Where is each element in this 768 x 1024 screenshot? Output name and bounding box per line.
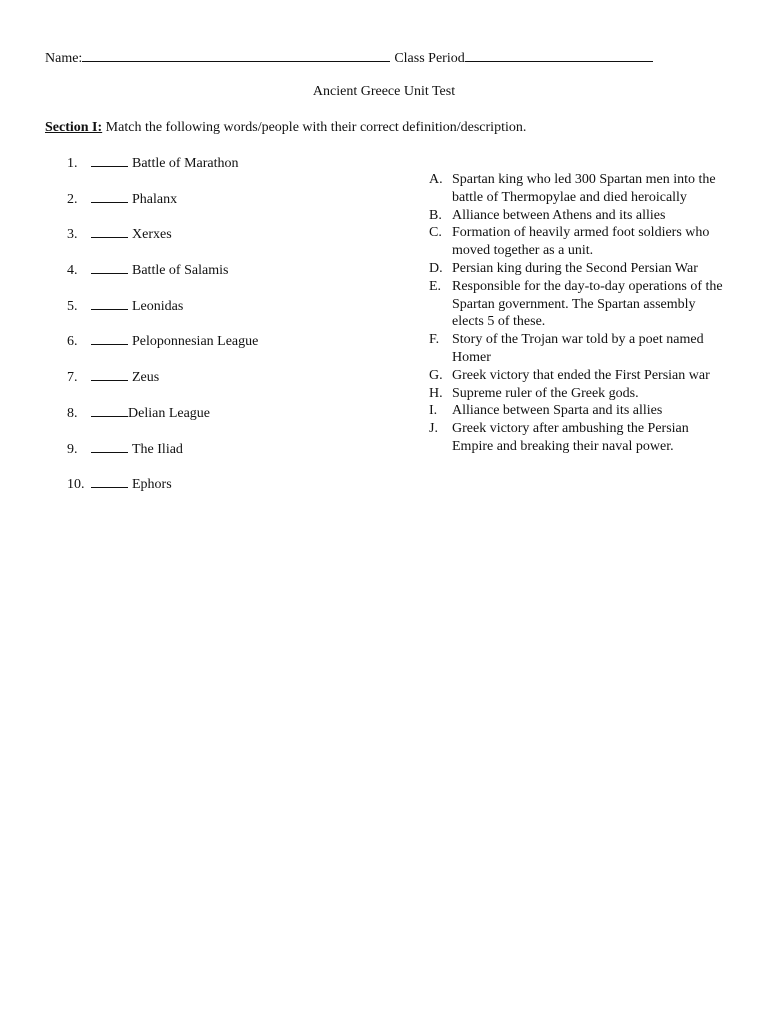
term-item bbox=[67, 331, 258, 367]
header-line bbox=[45, 47, 653, 68]
answer-blank[interactable] bbox=[91, 296, 128, 310]
term-item bbox=[67, 367, 258, 403]
definition-text: Alliance between Sparta and its allies bbox=[452, 403, 663, 419]
term-text: Delian League bbox=[128, 405, 211, 421]
class-period-blank[interactable] bbox=[465, 47, 653, 62]
definition-item bbox=[429, 260, 729, 278]
term-number: 8. bbox=[67, 405, 78, 421]
definition-letter: E. bbox=[429, 278, 442, 294]
answer-blank[interactable] bbox=[91, 403, 128, 417]
term-item bbox=[67, 189, 258, 225]
definition-text: Story of the Trojan war told by a poet named Homer bbox=[452, 332, 704, 365]
term-text: Peloponnesian League bbox=[132, 334, 259, 350]
term-text: The Iliad bbox=[132, 441, 183, 457]
term-number: 4. bbox=[67, 263, 78, 279]
term-text: Battle of Salamis bbox=[132, 263, 229, 279]
definition-text: Supreme ruler of the Greek gods. bbox=[452, 385, 639, 401]
answer-blank[interactable] bbox=[91, 439, 128, 453]
definition-letter: C. bbox=[429, 225, 442, 241]
definition-letter: H. bbox=[429, 385, 443, 401]
definition-item bbox=[429, 420, 729, 456]
term-text: Phalanx bbox=[132, 191, 178, 207]
class-period-label: Class Period bbox=[394, 51, 465, 66]
answer-blank[interactable] bbox=[91, 367, 128, 381]
term-text: Xerxes bbox=[132, 227, 172, 243]
definition-item bbox=[429, 207, 729, 225]
term-item bbox=[67, 296, 258, 332]
definition-item bbox=[429, 171, 729, 207]
term-text: Battle of Marathon bbox=[132, 156, 239, 171]
definition-letter: G. bbox=[429, 367, 443, 383]
definition-text: Greek victory after ambushing the Persian Empire and breaking their naval power. bbox=[452, 421, 689, 454]
definition-item bbox=[429, 331, 729, 367]
definition-letter: F. bbox=[429, 332, 440, 348]
definition-letter: B. bbox=[429, 207, 442, 223]
term-number: 10. bbox=[67, 477, 85, 493]
definition-letter: D. bbox=[429, 260, 443, 276]
definition-item bbox=[429, 278, 729, 331]
term-number: 3. bbox=[67, 227, 78, 243]
definition-item bbox=[429, 385, 729, 403]
term-item bbox=[67, 403, 258, 439]
definition-text: Responsible for the day-to-day operations of the Spartan government. The Spartan assembly elects 5 of these. bbox=[452, 278, 723, 330]
term-number: 6. bbox=[67, 334, 78, 350]
section-label: Section I: bbox=[45, 120, 103, 135]
definition-item bbox=[429, 224, 729, 260]
answer-blank[interactable] bbox=[91, 331, 128, 345]
term-text: Zeus bbox=[132, 370, 160, 386]
term-item bbox=[67, 153, 258, 189]
answer-blank[interactable] bbox=[91, 260, 128, 274]
term-item bbox=[67, 474, 258, 510]
definition-letter: A. bbox=[429, 172, 443, 187]
definition-text: Alliance between Athens and its allies bbox=[452, 207, 666, 223]
term-number: 5. bbox=[67, 298, 78, 314]
term-number: 2. bbox=[67, 191, 78, 207]
term-text: Ephors bbox=[132, 477, 172, 493]
answer-blank[interactable] bbox=[91, 474, 128, 488]
term-number: 7. bbox=[67, 370, 78, 386]
term-item bbox=[67, 224, 258, 260]
definition-item bbox=[429, 367, 729, 385]
definitions-list bbox=[429, 171, 729, 456]
term-number: 9. bbox=[67, 441, 78, 457]
definition-text: Persian king during the Second Persian War bbox=[452, 260, 698, 276]
definition-text: Greek victory that ended the First Persian war bbox=[452, 367, 710, 383]
definition-letter: J. bbox=[429, 421, 438, 437]
name-label: Name: bbox=[45, 51, 83, 66]
definition-letter: I. bbox=[429, 403, 438, 419]
term-text: Leonidas bbox=[132, 298, 184, 314]
definition-item bbox=[429, 402, 729, 420]
answer-blank[interactable] bbox=[91, 153, 128, 167]
term-item bbox=[67, 260, 258, 296]
definition-text: Formation of heavily armed foot soldiers who moved together as a unit. bbox=[452, 225, 710, 259]
answer-blank[interactable] bbox=[91, 189, 128, 203]
term-number: 1. bbox=[67, 156, 78, 171]
definition-text: Spartan king who led 300 Spartan men into the battle of Thermopylae and died heroically bbox=[452, 172, 716, 205]
answer-blank[interactable] bbox=[91, 224, 128, 238]
section-text: Match the following words/people with their correct definition/description. bbox=[105, 120, 527, 135]
term-item bbox=[67, 439, 258, 475]
section-instructions bbox=[45, 119, 526, 137]
name-blank[interactable] bbox=[82, 47, 390, 62]
test-title: Ancient Greece Unit Test bbox=[312, 84, 456, 99]
terms-list bbox=[67, 153, 258, 510]
